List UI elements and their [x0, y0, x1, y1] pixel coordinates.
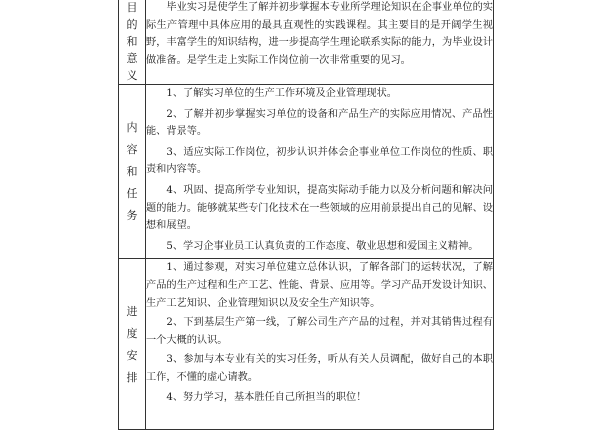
tasks-row	[119, 85, 494, 259]
schedule-row	[119, 259, 494, 430]
schedule-label: 进 度 安 排	[119, 259, 146, 430]
tasks-label: 内 容 和 任 务	[119, 85, 146, 259]
schedule-item: 1、通过参观，对实习单位建立总体认识，了解各部门的运转状况，了解产品的生产过程和生产工艺、性能、背景、应用等。学习产品开发设计知识、生产工艺知识、企业管理知识以及安全生产知识等。	[146, 262, 493, 309]
task-item: 2、了解并初步掌握实习单位的设备和产品生产的实际应用情况、产品性能、背景等。	[146, 108, 493, 138]
task-item: 1、了解实习单位的生产工作环境及企业管理现状。	[166, 88, 397, 99]
task-item: 4、巩固、提高所学专业知识，提高实际动手能力以及分析问题和解决问题的能力。能够就某些专门化技术在一些领域的应用前景提出自己的见解、设想和展望。	[146, 184, 493, 232]
schedule-item: 4、努力学习，基本胜任自己所担当的职位！	[166, 391, 367, 403]
purpose-paragraph: 毕业实习是使学生了解并初步掌握本专业所学理论知识在企事业单位的实际生产管理中具体应用的最具直观性的实践课程。其主要目的是开阔学生视野，丰富学生的知识结构，进一步提高学生理论联系实际的能力，为毕业设计做准备。是学生走上实际工作岗位前一次非常重要的见习。	[146, 2, 493, 66]
internship-plan-document	[118, 0, 494, 430]
tasks-content	[146, 85, 494, 259]
schedule-item: 2、下到基层生产第一线，了解公司生产产品的过程，并对其销售过程有一个大概的认识。	[146, 317, 493, 346]
schedule-item: 3、参加与本专业有关的实习任务，听从有关人员调配，做好自己的本职工作，不懂的虚心请教。	[146, 354, 493, 383]
purpose-row	[119, 0, 494, 85]
schedule-content	[146, 259, 494, 430]
purpose-content	[146, 0, 494, 85]
task-item: 5、学习企事业员工认真负责的工作态度、敬业思想和爱国主义精神。	[166, 240, 479, 252]
internship-plan-table	[118, 0, 494, 430]
purpose-label: 目 的 和 意 义	[119, 0, 146, 85]
task-item: 3、适应实际工作岗位，初步认识并体会企事业单位工作岗位的性质、职责和内容等。	[146, 146, 493, 176]
